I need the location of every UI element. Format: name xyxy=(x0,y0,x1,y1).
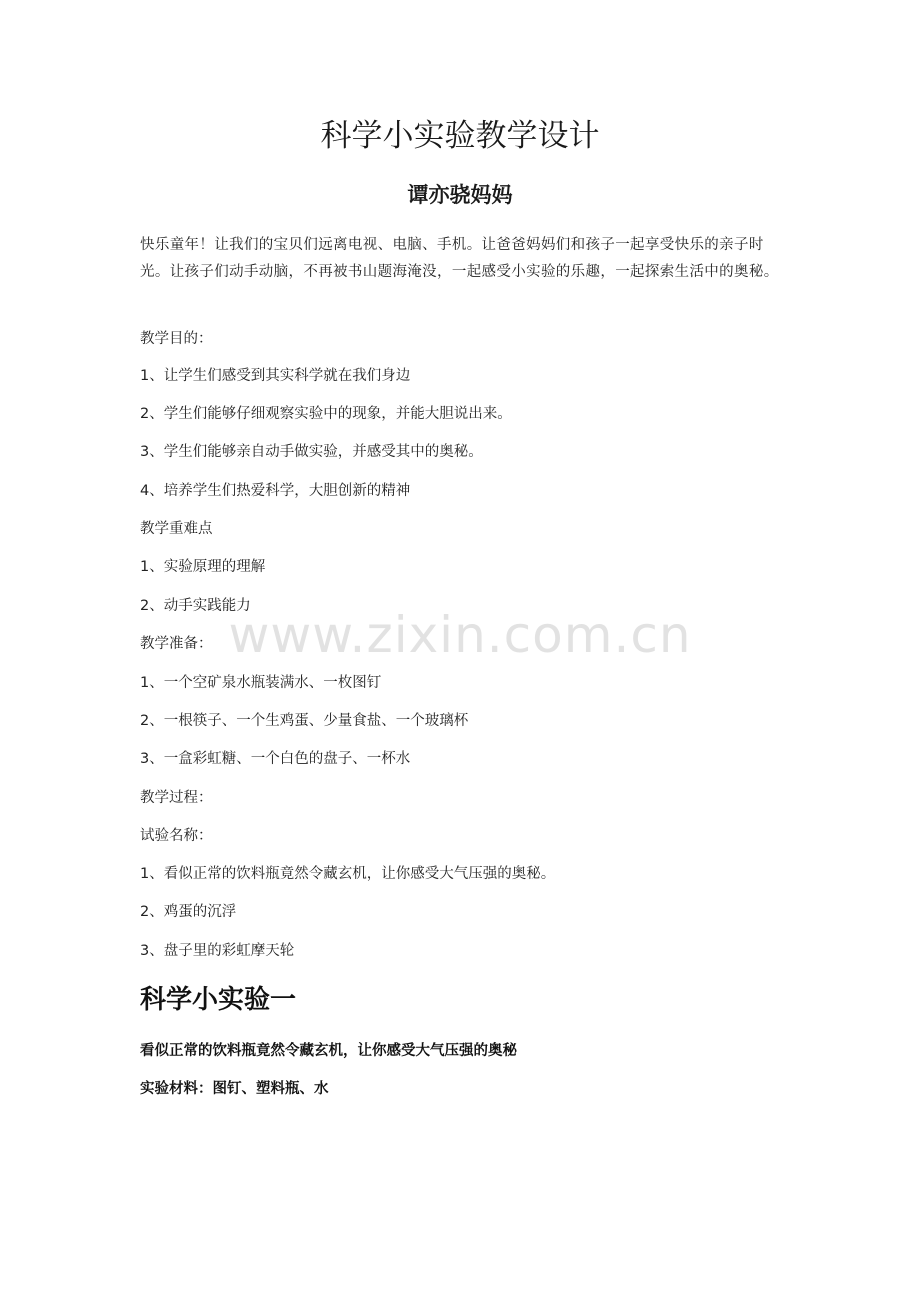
goal-item: 2、学生们能够仔细观察实验中的现象，并能大胆说出来。 xyxy=(140,406,512,422)
goal-item: 3、学生们能够亲自动手做实验，并感受其中的奥秘。 xyxy=(140,444,483,460)
process-heading: 教学过程： xyxy=(140,790,213,806)
prep-item: 3、一盒彩虹糖、一个白色的盘子、一杯水 xyxy=(140,751,411,767)
experiment-item: 1、看似正常的饮料瓶竟然令藏玄机，让你感受大气压强的奥秘。 xyxy=(140,866,556,882)
watermark: www.zixin.com.cn xyxy=(228,606,692,664)
goal-item: 4、培养学生们热爱科学，大胆创新的精神 xyxy=(140,483,411,499)
key-points-heading: 教学重难点 xyxy=(140,521,213,537)
prep-item: 2、一根筷子、一个生鸡蛋、少量食盐、一个玻璃杯 xyxy=(140,713,469,729)
section1-subtitle: 看似正常的饮料瓶竟然令藏玄机，让你感受大气压强的奥秘 xyxy=(140,1043,517,1059)
goals-heading: 教学目的： xyxy=(140,331,213,347)
section1-materials: 实验材料：图钉、塑料瓶、水 xyxy=(140,1081,329,1097)
intro-paragraph: 快乐童年！让我们的宝贝们远离电视、电脑、手机。让爸爸妈妈们和孩子一起享受快乐的亲子时光。让孩子们动手动脑，不再被书山题海淹没，一起感受小实验的乐趣，一起探索生活中的奥秘。 xyxy=(140,237,779,280)
document-author: 谭亦骁妈妈 xyxy=(407,183,513,207)
section1-heading: 科学小实验一 xyxy=(140,985,297,1015)
experiments-heading: 试验名称： xyxy=(140,828,213,844)
goal-item: 1、让学生们感受到其实科学就在我们身边 xyxy=(140,368,411,384)
document-title: 科学小实验教学设计 xyxy=(320,118,600,154)
experiment-item: 3、盘子里的彩虹摩天轮 xyxy=(140,943,295,959)
key-point-item: 1、实验原理的理解 xyxy=(140,559,266,575)
prep-heading: 教学准备： xyxy=(140,636,213,652)
prep-item: 1、一个空矿泉水瓶装满水、一枚图钉 xyxy=(140,675,382,691)
key-point-item: 2、动手实践能力 xyxy=(140,598,251,614)
experiment-item: 2、鸡蛋的沉浮 xyxy=(140,904,237,920)
